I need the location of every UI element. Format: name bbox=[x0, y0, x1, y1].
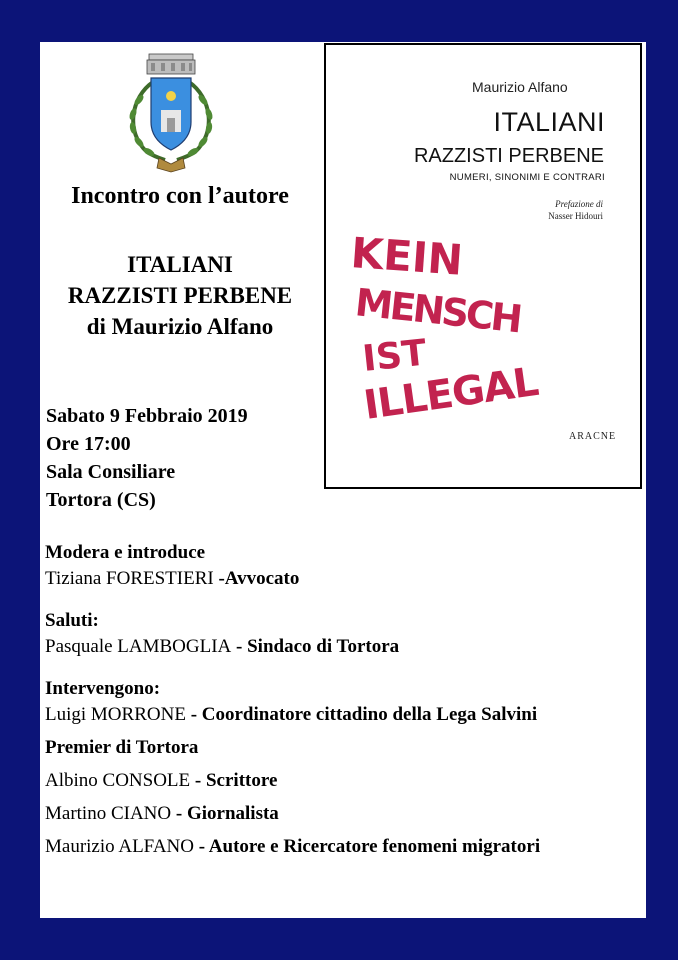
greetings-heading: Saluti: bbox=[45, 610, 99, 631]
event-details bbox=[46, 402, 248, 514]
cover-tagline: NUMERI, SINONIMI E CONTRARI bbox=[449, 172, 605, 183]
municipal-crest-icon bbox=[123, 52, 219, 176]
greetings-row bbox=[45, 634, 643, 660]
book-title-line: ITALIANI bbox=[127, 252, 233, 277]
event-heading: Incontro con l’autore bbox=[71, 183, 289, 209]
speaker-role: - Autore e Ricercatore fenomeni migratori bbox=[194, 836, 541, 857]
speaker-role: - Coordinatore cittadino della Lega Salvini bbox=[185, 704, 538, 725]
speaker-name: Maurizio ALFANO bbox=[45, 836, 194, 857]
speaker-name: Luigi MORRONE bbox=[45, 704, 186, 725]
graffiti-line: ILLEGAL bbox=[360, 358, 542, 429]
speaker-row bbox=[45, 834, 643, 860]
cover-subtitle: RAZZISTI PERBENE bbox=[413, 145, 604, 167]
event-time: Ore 17:00 bbox=[46, 433, 131, 455]
speaker-role: - Scrittore bbox=[190, 770, 278, 791]
speaker-row bbox=[45, 735, 643, 761]
speaker-name: Martino CIANO bbox=[45, 803, 172, 824]
speakers-heading: Intervengono: bbox=[45, 678, 161, 699]
moderator-row bbox=[45, 566, 643, 592]
cover-author: Maurizio Alfano bbox=[472, 79, 568, 95]
speaker-row bbox=[45, 768, 643, 794]
cover-preface-label: Prefazione di bbox=[555, 199, 603, 209]
event-town: Tortora (CS) bbox=[46, 489, 156, 511]
graffiti-line: IST bbox=[360, 332, 429, 380]
book-cover bbox=[324, 43, 642, 489]
graffiti-line: KEIN bbox=[349, 228, 465, 285]
book-title-block bbox=[40, 249, 320, 342]
event-date: Sabato 9 Febbraio 2019 bbox=[46, 405, 248, 427]
greetings-name: Pasquale LAMBOGLIA bbox=[45, 636, 232, 657]
participants bbox=[45, 540, 643, 860]
poster-sheet bbox=[40, 42, 646, 918]
cover-preface-author: Nasser Hidouri bbox=[548, 211, 603, 221]
speaker-name: Albino CONSOLE bbox=[45, 770, 191, 791]
cover-publisher: ARACNE bbox=[569, 431, 617, 442]
moderator-role: -Avvocato bbox=[213, 568, 300, 589]
moderator-name: Tiziana FORESTIERI bbox=[45, 568, 214, 589]
cover-title: ITALIANI bbox=[493, 107, 605, 137]
event-venue: Sala Consiliare bbox=[46, 461, 176, 483]
book-title-line: RAZZISTI PERBENE bbox=[67, 283, 293, 308]
graffiti-line: MENSCH bbox=[353, 280, 525, 342]
book-author-line: di Maurizio Alfano bbox=[86, 314, 274, 339]
speaker-role: - Giornalista bbox=[171, 803, 279, 824]
moderator-heading: Modera e introduce bbox=[45, 542, 206, 563]
speaker-row bbox=[45, 702, 643, 728]
speaker-role: Premier di Tortora bbox=[45, 737, 199, 758]
cover-graffiti bbox=[326, 45, 640, 487]
speaker-row bbox=[45, 801, 643, 827]
greetings-role: - Sindaco di Tortora bbox=[231, 636, 400, 657]
